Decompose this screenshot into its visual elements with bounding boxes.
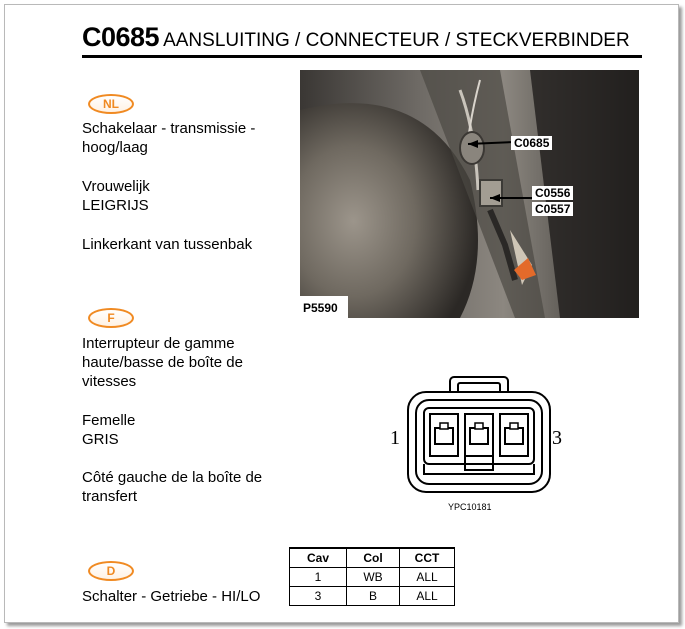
fr-description: Interrupteur de gamme haute/basse de boîte de vitesses: [82, 335, 243, 390]
page-title: [82, 22, 630, 53]
pin-label-right: 3: [552, 427, 562, 449]
nl-location: Linkerkant van tussenbak: [82, 236, 253, 253]
nl-description: Schakelaar - transmissie - hoog/laag: [82, 120, 256, 156]
nl-badge: NL: [88, 94, 134, 114]
diagram-code: YPC10181: [448, 502, 492, 512]
cell-cav: 3: [290, 587, 347, 606]
de-description: Schalter - Getriebe - HI/LO: [82, 588, 261, 605]
title-underline: [82, 55, 642, 58]
connector-diagram: [380, 370, 580, 505]
pin-table: [289, 547, 455, 606]
connector-code: C0685: [82, 22, 160, 52]
connector-face-drawing: [380, 370, 580, 500]
fr-gender-color: Femelle GRIS: [82, 412, 136, 448]
nl-gender-color: Vrouwelijk LEIGRIJS: [82, 178, 150, 214]
fr-location: Côté gauche de la boîte de transfert: [82, 469, 263, 505]
cell-col: B: [347, 587, 400, 606]
cell-cct: ALL: [400, 568, 455, 587]
header-cct: CCT: [400, 548, 455, 568]
fr-badge: F: [88, 308, 134, 328]
callout-c0685: C0685: [511, 136, 552, 150]
cell-cav: 1: [290, 568, 347, 587]
photo-label: P5590: [300, 301, 341, 315]
table-row: [290, 568, 455, 587]
photo-image: [300, 70, 639, 318]
callout-c0556: C0556: [532, 186, 573, 200]
cell-cct: ALL: [400, 587, 455, 606]
header-cav: Cav: [290, 548, 347, 568]
pin-label-left: 1: [390, 427, 400, 449]
table-header-row: [290, 548, 455, 568]
table-row: [290, 587, 455, 606]
callout-c0557: C0557: [532, 202, 573, 216]
title-text: AANSLUITING / CONNECTEUR / STECKVERBINDER: [163, 30, 630, 51]
header-col: Col: [347, 548, 400, 568]
location-photo: [300, 70, 639, 318]
cell-col: WB: [347, 568, 400, 587]
de-badge: D: [88, 561, 134, 581]
